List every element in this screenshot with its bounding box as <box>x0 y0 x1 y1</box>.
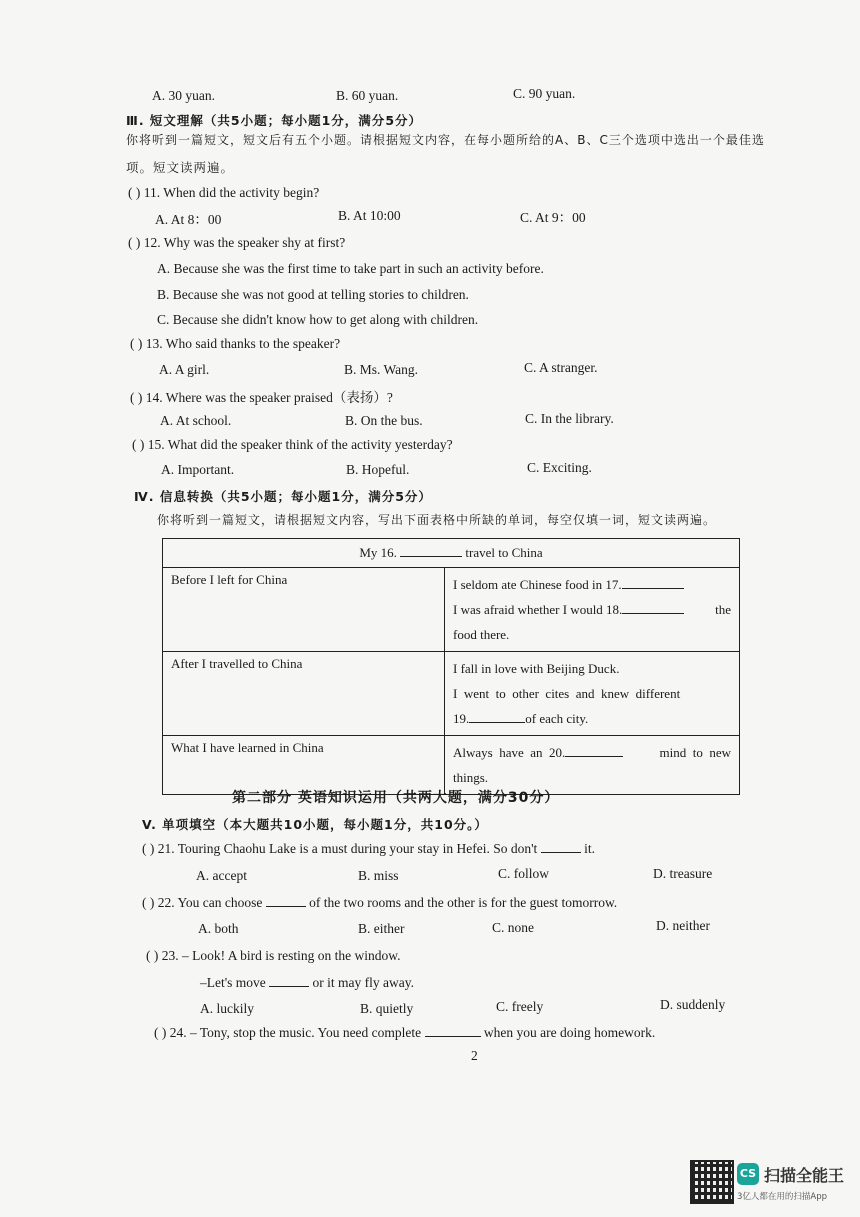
brand-name: 扫描全能王 <box>764 1166 845 1185</box>
q15-option-c: C. Exciting. <box>527 460 592 475</box>
q12-option-b: B. Because she was not good at telling stories to children. <box>157 287 469 302</box>
q21-option-c: C. follow <box>498 866 550 881</box>
q21-option-a: A. accept <box>196 868 247 883</box>
section3-instruction: 你将听到一篇短文，短文后有五个小题。请根据短文内容，在每小题所给的A、B、C三个选项中选出一个最佳选 <box>126 133 765 147</box>
q22-option-d: D. neither <box>656 918 710 933</box>
question-23: ( ) 23. – Look! A bird is resting on the window. <box>146 948 401 963</box>
question-15: ( ) 15. What did the speaker think of the activity yesterday? <box>132 437 453 452</box>
blank-22[interactable] <box>266 906 306 907</box>
q13-option-b: B. Ms. Wang. <box>344 362 419 377</box>
q23-option-b: B. quietly <box>360 1001 414 1016</box>
table-row <box>163 736 740 795</box>
row-label: Before I left for China <box>163 568 445 652</box>
question-24: ( ) 24. – Tony, stop the music. You need complete when you are doing homework. <box>154 1025 656 1040</box>
q12-option-c: C. Because she didn't know how to get along with children. <box>157 312 479 327</box>
q22-option-c: C. none <box>492 920 534 935</box>
section3-title: Ⅲ. 短文理解（共5小题；每小题1分，满分5分） <box>126 113 423 128</box>
section4-instruction: 你将听到一篇短文，请根据短文内容，写出下面表格中所缺的单词，每空仅填一词，短文读两遍。 <box>157 513 717 527</box>
q22-option-a: A. both <box>198 921 239 936</box>
row-content: I fall in love with Beijing Duck. I went to other cites and knew different 19. of each city. <box>445 652 740 736</box>
part2-title: 第二部分 英语知识运用（共两大题，满分30分） <box>232 790 560 806</box>
q14-option-c: C. In the library. <box>525 411 614 426</box>
info-table <box>162 538 740 795</box>
q15-option-a: A. Important. <box>161 462 235 477</box>
brand-tagline: 3亿人都在用的扫描App <box>737 1192 828 1202</box>
table-header: My 16. travel to China <box>163 539 740 568</box>
q23-option-d: D. suddenly <box>660 997 726 1012</box>
q21-option-b: B. miss <box>358 868 399 883</box>
q12-option-a: A. Because she was the first time to take part in such an activity before. <box>157 261 544 276</box>
q14-option-b: B. On the bus. <box>345 413 423 428</box>
q13-option-c: C. A stranger. <box>524 360 598 375</box>
question-23-line2: –Let's move or it may fly away. <box>200 975 415 990</box>
blank-20[interactable] <box>565 756 623 757</box>
q22-option-b: B. either <box>358 921 405 936</box>
row-label: What I have learned in China <box>163 736 445 795</box>
q11-option-a: A. At 8：00 <box>155 212 222 227</box>
qr-code-icon <box>690 1160 734 1204</box>
option-b: B. 60 yuan. <box>336 88 399 103</box>
blank-23[interactable] <box>269 986 309 987</box>
question-22: ( ) 22. You can choose of the two rooms and the other is for the guest tomorrow. <box>142 895 618 910</box>
blank-21[interactable] <box>541 852 581 853</box>
table-row <box>163 652 740 736</box>
q11-option-c: C. At 9：00 <box>520 210 586 225</box>
section4-title: Ⅳ. 信息转换（共5小题；每小题1分，满分5分） <box>134 489 432 504</box>
table-row <box>163 568 740 652</box>
blank-24[interactable] <box>425 1036 481 1037</box>
row-content: I seldom ate Chinese food in 17. I was afraid whether I would 18. the food there. <box>445 568 740 652</box>
question-21: ( ) 21. Touring Chaohu Lake is a must during your stay in Hefei. So don't it. <box>142 841 595 856</box>
question-12: ( ) 12. Why was the speaker shy at first? <box>128 235 346 250</box>
row-label: After I travelled to China <box>163 652 445 736</box>
row-content: Always have an 20. mind to new things. <box>445 736 740 795</box>
q23-option-a: A. luckily <box>200 1001 254 1016</box>
page-number: 2 <box>471 1048 478 1063</box>
q15-option-b: B. Hopeful. <box>346 462 410 477</box>
blank-16[interactable] <box>400 556 462 557</box>
section5-title: V. 单项填空（本大题共10小题，每小题1分，共10分。） <box>142 817 488 832</box>
camscanner-logo: CS <box>737 1163 759 1185</box>
question-13: ( ) 13. Who said thanks to the speaker? <box>130 336 341 351</box>
blank-18[interactable] <box>622 613 684 614</box>
section3-instruction-cont: 项。短文读两遍。 <box>126 160 235 175</box>
option-a: A. 30 yuan. <box>152 88 215 103</box>
blank-19[interactable] <box>469 722 525 723</box>
q14-option-a: A. At school. <box>160 413 232 428</box>
option-c: C. 90 yuan. <box>513 86 576 101</box>
blank-17[interactable] <box>622 588 684 589</box>
question-14: ( ) 14. Where was the speaker praised（表扬）? <box>130 390 393 405</box>
q11-option-b: B. At 10:00 <box>338 208 401 223</box>
q21-option-d: D. treasure <box>653 866 713 881</box>
question-11: ( ) 11. When did the activity begin? <box>128 185 320 200</box>
q23-option-c: C. freely <box>496 999 544 1014</box>
q13-option-a: A. A girl. <box>159 362 210 377</box>
